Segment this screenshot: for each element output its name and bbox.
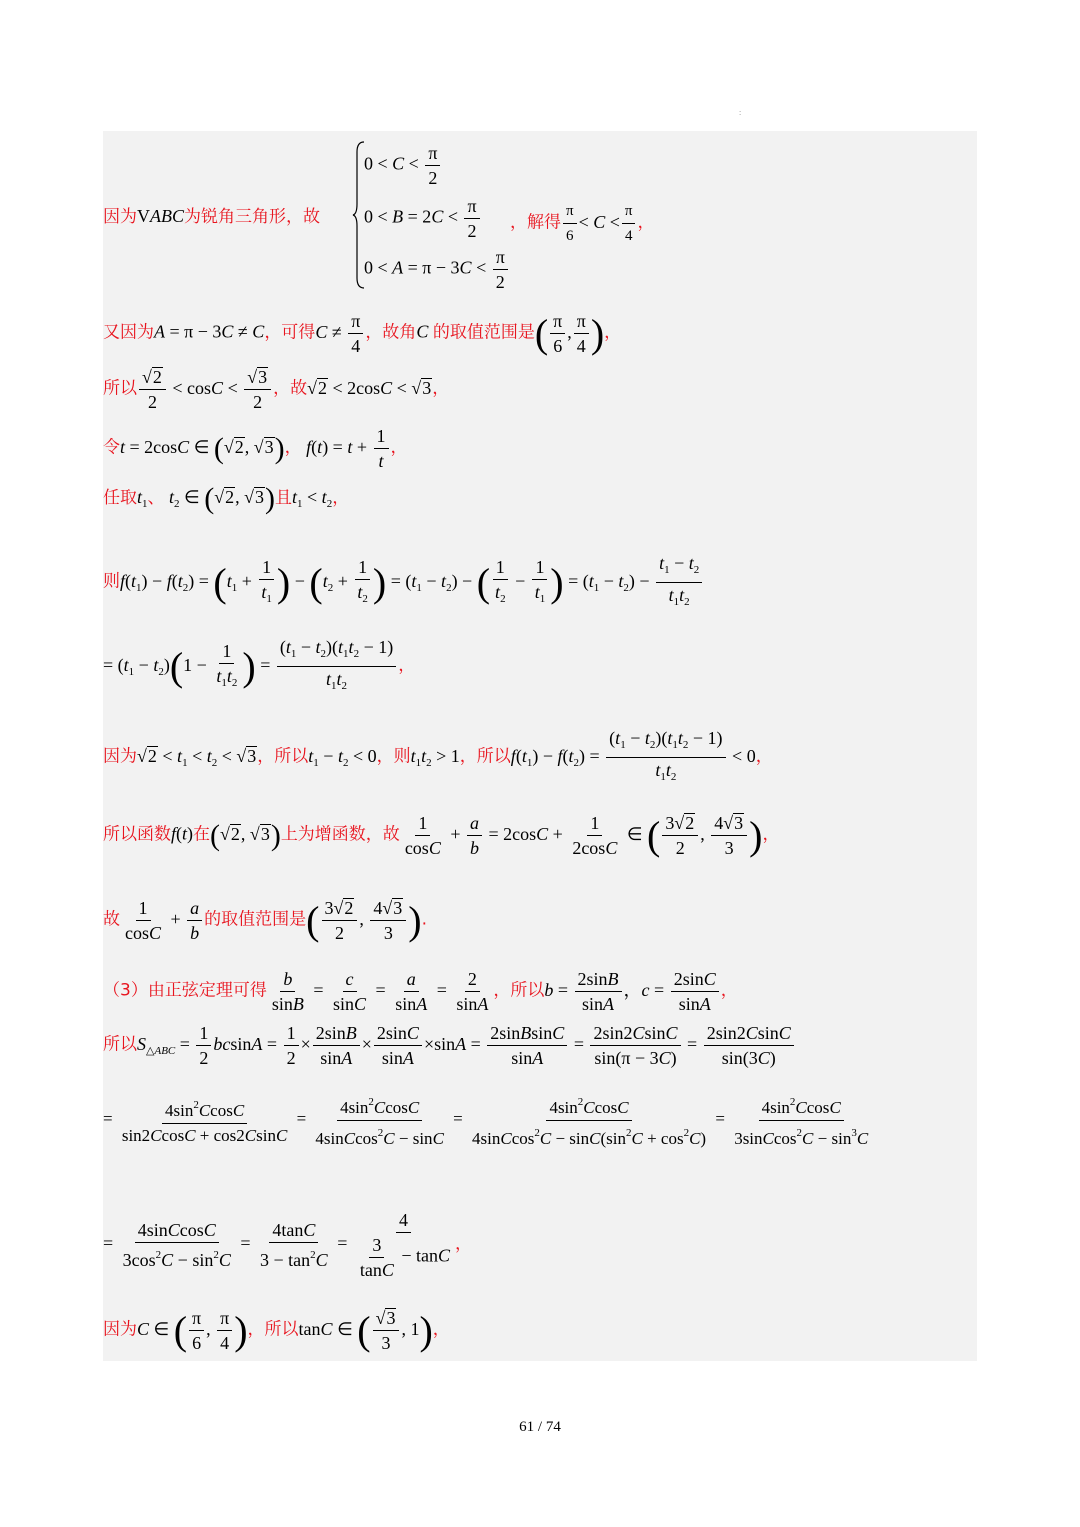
line-6: 则$f(t_1) - f(t_2) = (t_1$ + $\frac{1}{t_1}$ ) − ($t_2$ + $\frac{1}{t_2}$ ) = $(t_1 - t_2)$ − ( $\frac{1}{t_2}$ − $\frac{1}{t_1}$ ) = $(t_1 - t_2)$ − $\frac{t_1 - t_2}{t_1t_2}$	[103, 552, 704, 613]
text: ，所以	[493, 980, 545, 1001]
text: ，可得	[264, 322, 316, 343]
text: 所以	[103, 378, 137, 399]
text: 又因为	[103, 322, 154, 343]
page-number: 61 / 74	[519, 1419, 561, 1435]
inequality-system: 0 < C < $\frac{\pi}{2}$ 0 < B = 2C < $\frac{\pi}{2}$ 0 < A = π − 3C < $\frac{\pi}{2}$	[352, 140, 532, 290]
text: 在	[193, 824, 211, 845]
text: ，所以	[257, 746, 309, 767]
line-1: 因为VABC为锐角三角形，故	[103, 206, 320, 227]
line-9: 所以函数f(t)在(√2, √3)上为增函数，故 $\frac{1}{\cos C}$ + $\frac{a}{b}$ = 2cosC + $\frac{1}{2\cos C}$ ∈ ( $\frac{3√2}{2}$ , $\frac{4√3}{3}$ )，	[103, 812, 780, 858]
line-2: 又因为A = π − 3C ≠ C，可得C ≠ $\frac{\pi}{4}$ ，故角C 的取值范围是( $\frac{\pi}{6}$ , $\frac{\pi}{4}$ )，	[103, 310, 622, 356]
text: ，则	[376, 746, 411, 767]
text: ，所以	[247, 1319, 299, 1340]
text: 因为	[103, 746, 137, 767]
line-12: 所以$S_{\triangle ABC}$ = $\frac{1}{2}$ bcsinA = $\frac{1}{2}$ × $\frac{2\sin B}{\sin A}$ × $\frac{2\sin C}{\sin A}$ ×sinA = $\frac{\text{2sinBsinC}}{\sin A}$ = $\frac{2\sin 2CsinC}{\sin(\pi - 3C)}$ = $\frac{2\sin 2CsinC}{\sin(3C)}$	[103, 1022, 796, 1069]
text: 故	[103, 909, 120, 930]
line-7: = $(t_1 - t_2)(1$ − $\frac{1}{t_1t_2}$ ) = $\frac{(t_1 - t_2)(t_1t_2 - 1)}{t_1t_2}$ ，	[103, 637, 416, 692]
margin-mark: :	[739, 108, 742, 117]
text: 上为增函数，故	[280, 824, 400, 845]
text: ，故	[273, 378, 308, 399]
text: 为锐角三角形，故	[184, 207, 320, 227]
text: 则	[103, 571, 120, 592]
text: 所以	[103, 1034, 137, 1055]
text: 令	[103, 437, 120, 458]
text: ，故角	[365, 322, 417, 343]
line-8: 因为$√2 < t_1 < t_2 < √3$，所以$t_1 - t_2 < 0$，则$t_1t_2 > 1$，所以$f(t_1) - f(t_2)$ = $\frac{(t_1 - t_2)(t_1t_2 - 1)}{t_1t_2}$ < 0，	[103, 728, 773, 783]
line-13: = $\frac{4\sin^2CcosC}{\sin 2CcosC + \cos 2CsinC}$ = $\frac{4\sin^2CcosC}{4sinCcos^2C - \sin C}$ = $\frac{4\sin^2CcosC}{4sinCcos^2C - \sin C(\sin^2C + \cos^2C)}$ = $\frac{4\sin^2CcosC}{3sinCcos^2C - \sin^3C}$	[103, 1091, 873, 1150]
line-3: 所以 $\frac{√2}{2}$ < cosC < $\frac{√3}{2}$ ，故√2 < 2cosC < √3，	[103, 367, 450, 412]
line-14: = $\frac{\text{4sinCcosC}}{3\cos^2C - \sin^2C}$ = $\frac{4\tan C}{3 - \tan^2C}$ = 4 $\frac{3}{\tan C}$ − tanC ，	[103, 1210, 473, 1280]
text: 因为	[103, 207, 137, 227]
text: 的取值范围是	[432, 322, 535, 343]
text: ，所以	[459, 746, 511, 767]
line-11: （3）由正弦定理可得 $\frac{b}{\sin B}$ = $\frac{c}{\sin C}$ = $\frac{a}{\sin A}$ = $\frac{2}{\sin A}$ ，所以b = $\frac{2\sin B}{\sin A}$ ，c = $\frac{2\sin C}{\sin A}$ ，	[103, 969, 738, 1014]
text: 所以函数	[103, 824, 171, 845]
text: 任取	[103, 488, 137, 508]
line-1-tail: ，解得 $\frac{\pi}{6}$ < C < $\frac{\pi}{4}$ ，	[510, 200, 654, 247]
text: （3）由正弦定理可得	[103, 980, 267, 1001]
text: 因为	[103, 1319, 137, 1340]
line-5: 任取$t_1$、 $t_2$ ∈ (√2, √3)且$t_1 < t_2$，	[103, 481, 350, 515]
line-15: 因为C ∈ ( $\frac{\pi}{6}$ , $\frac{\pi}{4}$ )，所以tanC ∈ ( $\frac{√3}{3}$ , 1)，	[103, 1307, 450, 1353]
line-4: 令t = 2cosC ∈ (√2, √3)， f(t) = t + $\frac{1}{t}$ ，	[103, 426, 408, 471]
text: 的取值范围是	[204, 909, 307, 930]
text: 且	[275, 488, 292, 508]
line-10: 故 $\frac{1}{\cos C}$ + $\frac{a}{b}$ 的取值范围是( $\frac{3√2}{2}$ , $\frac{4√3}{3}$ ).	[103, 897, 428, 943]
text: 、	[147, 488, 165, 508]
text: ，解得	[510, 212, 561, 233]
